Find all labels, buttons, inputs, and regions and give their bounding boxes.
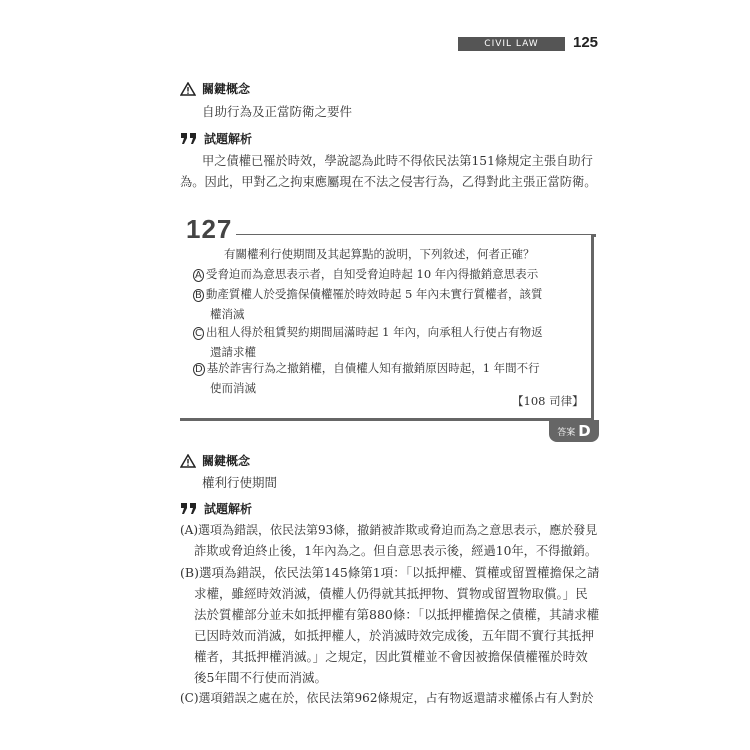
option-d-text-cont: 使而消滅: [210, 381, 256, 395]
analysis-line-1: 甲之債權已罹於時效，學說認為此時不得依民法第151條規定主張自助行: [202, 154, 593, 168]
analysis-heading: [180, 130, 252, 147]
option-c-text-cont: 還請求權: [210, 345, 256, 359]
option-c-letter: C: [195, 328, 202, 339]
explanation-line-7: 權者，其抵押權消滅。」之規定，因此質權並不會因被擔保債權罹於時效: [194, 649, 588, 664]
warning-icon: [180, 454, 196, 468]
option-a-text: 受脅迫而為意思表示者，自知受脅迫時起 10 年內得撤銷意思表示: [205, 267, 539, 281]
running-header-section: CIVIL LAW: [458, 37, 565, 51]
option-b-text: 動產質權人於受擔保債權罹於時效時起 5 年內未實行質權者，該質: [205, 287, 543, 301]
analysis-label: 試題解析: [204, 132, 253, 146]
option-c: [193, 322, 543, 344]
option-d: [193, 358, 540, 380]
option-b: [193, 284, 543, 306]
analysis-heading-2: [180, 500, 252, 517]
explanation-line-3: (B)選項為錯誤，依民法第145條第1項：「以抵押權、質權或留置權擔保之請: [180, 565, 600, 580]
explanation-line-5: 法於質權部分並未如抵押權有第880條：「以抵押權擔保之債權，其請求權: [194, 607, 600, 622]
option-b-letter: B: [195, 290, 202, 301]
explanation-line-1: (A)選項為錯誤，依民法第93條，撤銷被詐欺或脅迫而為之意思表示，應於發見: [180, 523, 598, 537]
option-c-text: 出租人得於租賃契約期間屆滿時起 1 年內，向承租人行使占有物返: [205, 325, 543, 339]
explanation-line-2: 詐欺或脅迫終止後，1年內為之。但自意思表示後，經過10年，不得撤銷。: [194, 544, 598, 558]
option-d-letter: D: [195, 364, 203, 375]
option-a-letter: A: [195, 270, 202, 281]
option-d-text: 基於詐害行為之撤銷權，自債權人知有撤銷原因時起，1 年間不行: [206, 361, 540, 375]
option-a: [193, 264, 538, 286]
answer-label: 答案: [557, 427, 576, 438]
question-stem: 有關權利行使期間及其起算點的說明，下列敘述，何者正確？: [224, 247, 535, 261]
quote-icon: [180, 502, 198, 515]
explanation-line-4: 求權，雖經時效消滅，債權人仍得就其抵押物、質物或留置物取償。」民: [194, 586, 588, 601]
key-concept-label-2: 關鍵概念: [202, 454, 251, 468]
warning-icon: [180, 82, 196, 96]
explanation-line-6: 已因時效而消滅，如抵押權人，於消滅時效完成後，五年間不實行其抵押: [194, 628, 595, 643]
answer-tab: [549, 420, 599, 442]
key-concept-heading-2: [180, 452, 250, 469]
analysis-label-2: 試題解析: [204, 502, 253, 516]
page-number: 125: [573, 34, 599, 51]
explanation-line-8: 後5年間不行使而消滅。: [194, 670, 327, 685]
key-concept-text-2: 權利行使期間: [202, 475, 278, 490]
explanation-line-9: (C)選項錯誤之處在於，依民法第962條規定，占有物返還請求權係占有人對於: [180, 691, 594, 705]
quote-icon: [180, 132, 198, 145]
answer-value: D: [578, 422, 591, 440]
analysis-line-2: 為。因此，甲對乙之拘束應屬現在不法之侵害行為，乙得對此主張正當防衛。: [180, 175, 597, 189]
question-number: 127: [186, 214, 233, 244]
key-concept-text: 自助行為及正當防衛之要件: [202, 104, 353, 119]
option-b-text-cont: 權消滅: [210, 307, 245, 321]
key-concept-heading: [180, 80, 250, 97]
key-concept-label: 關鍵概念: [202, 82, 251, 96]
question-source: 【108 司律】: [512, 394, 584, 408]
